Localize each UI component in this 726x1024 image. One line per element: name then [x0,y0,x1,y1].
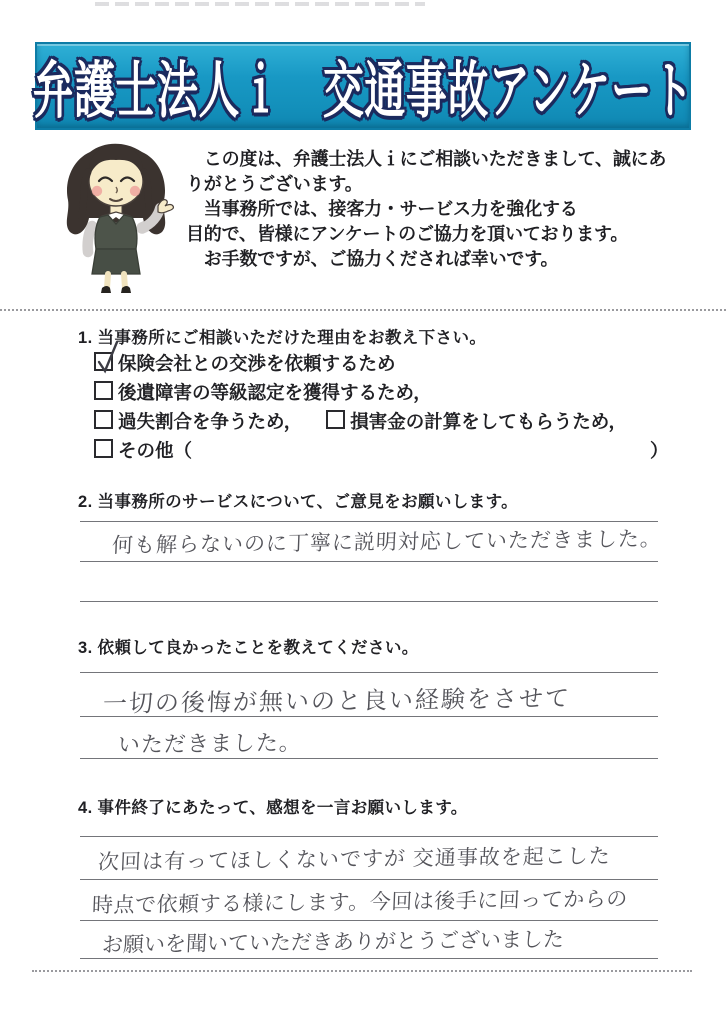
question-2-heading: 2. 当事務所のサービスについて、ご意見をお願いします。 [78,493,519,511]
handwritten-answer-q3: 一切の後悔が無いのと良い経験をさせて [102,685,572,718]
answer-line [80,836,658,837]
checkbox-insurance-negotiation[interactable] [94,352,113,371]
dotted-divider-top [0,309,726,311]
female-lawyer-icon [50,136,182,298]
answer-line [80,879,658,880]
intro-line: りがとうございます。 [186,174,363,194]
q1-option-row [94,379,432,405]
answer-line [80,758,658,759]
answer-line [80,716,658,717]
title-banner-text: 弁護士法人ｉ 交通事故アンケート [32,56,694,125]
answer-line [80,672,658,673]
title-banner [32,42,694,130]
checkbox-fault-ratio[interactable] [94,410,113,429]
answer-line [80,561,658,562]
q1-option-row [94,350,396,376]
scan-artifact [95,2,425,6]
q1-option-row [94,437,669,463]
intro-line: 当事務所では、接客力・サービス力を強化する [186,199,578,219]
answer-line [80,920,658,921]
intro-line: この度は、弁護士法人ｉにご相談いただきまして、誠にあ [186,149,667,169]
handwritten-answer-q4: 時点で依頼する様にします。今回は後手に回ってからの [91,887,629,918]
q1-option-label: 保険会社との交渉を依頼するため [118,353,396,374]
handwritten-answer-q4: お願いを聞いていただきありがとうございました [101,928,565,957]
intro-paragraph [186,147,686,272]
q1-option-label: 過失割合を争うため， [118,411,303,432]
handwritten-answer-q3: いただきました。 [117,729,303,758]
answer-line [80,601,658,602]
q1-option-label: 損害金の計算をしてもらうため， [350,411,628,432]
question-4-heading: 4. 事件終了にあたって、感想を一言お願いします。 [78,799,468,817]
q1-option-row [94,408,627,434]
checkbox-damage-calculation[interactable] [326,410,345,429]
female-lawyer-illustration [50,136,182,298]
q1-option-label: その他（ [118,440,193,461]
question-1-heading: 1. 当事務所にご相談いただけた理由をお教え下さい。 [78,329,487,347]
handwritten-answer-q4: 次回は有ってほしくないですが 交通事故を起こした [97,844,612,875]
dotted-divider-bottom [32,970,692,972]
checkbox-disability-grade[interactable] [94,381,113,400]
handwritten-check-icon [92,337,122,375]
handwritten-answer-q2: 何も解らないのに丁寧に説明対応していただきました。 [111,527,663,558]
answer-line [80,958,658,959]
intro-line: お手数ですが、ご協力くだされば幸いです。 [186,249,559,269]
question-3-heading: 3. 依頼して良かったことを教えてください。 [78,639,419,657]
other-close-paren: ） [650,440,669,461]
answer-line [80,521,658,522]
q1-option-label: 後遺障害の等級認定を獲得するため， [118,382,432,403]
checkbox-other[interactable] [94,439,113,458]
intro-line: 目的で、皆様にアンケートのご協力を頂いております。 [186,224,629,244]
